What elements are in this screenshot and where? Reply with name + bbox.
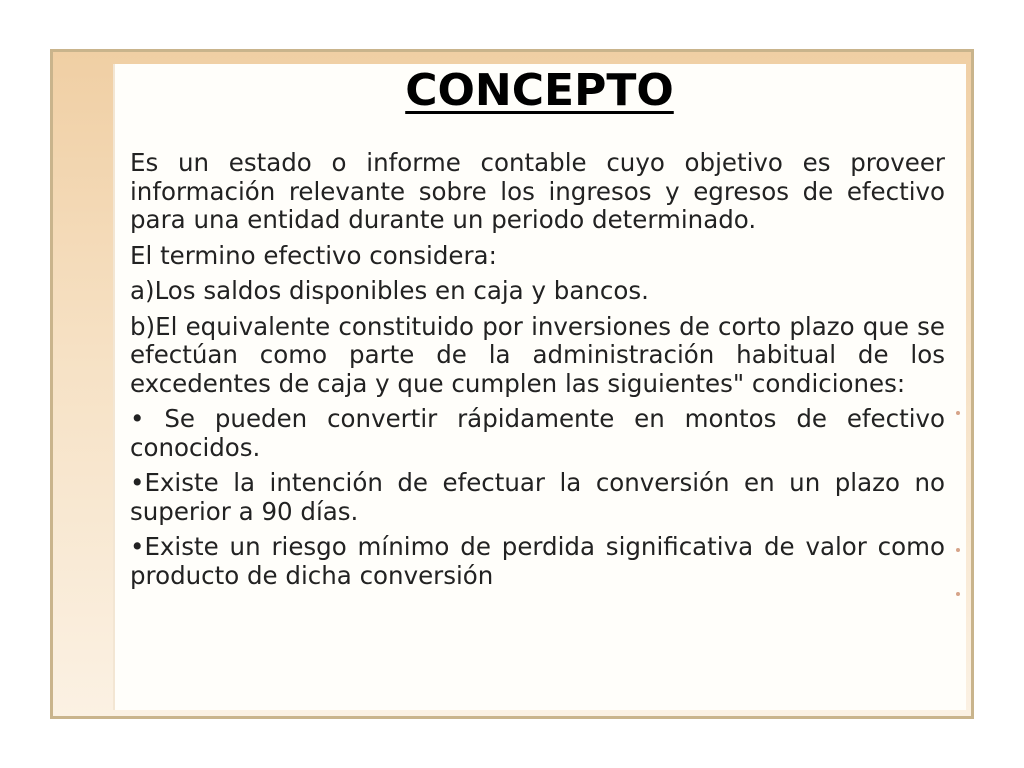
intro-line: El termino efectivo considera: xyxy=(130,240,497,270)
definition-paragraph: Es un estado o informe contable cuyo objetivo es proveer información relevante sobre los ingresos y egresos de efectivo para una entidad durante un periodo determinado. xyxy=(130,148,945,234)
bullet-item: • Se pueden convertir rápidamente en montos de efectivo conocidos. xyxy=(130,404,945,462)
decorative-dot xyxy=(956,548,960,552)
bullet-item: •Existe un riesgo mínimo de perdida significativa de valor como producto de dicha conversión xyxy=(130,532,945,590)
list-item-b: b)El equivalente constituido por inversiones de corto plazo que se efectúan como parte de la administración habitual de los excedentes de caja y que cumplen las siguientes" condiciones: xyxy=(130,311,945,398)
slide-title: CONCEPTO xyxy=(405,65,674,116)
list-item-a: a)Los saldos disponibles en caja y bancos. xyxy=(130,276,649,305)
slide-body xyxy=(130,149,945,597)
bullet-item: •Existe la intención de efectuar la conversión en un plazo no superior a 90 días. xyxy=(130,468,945,526)
decorative-dot xyxy=(956,592,960,596)
decorative-dot xyxy=(956,411,960,415)
